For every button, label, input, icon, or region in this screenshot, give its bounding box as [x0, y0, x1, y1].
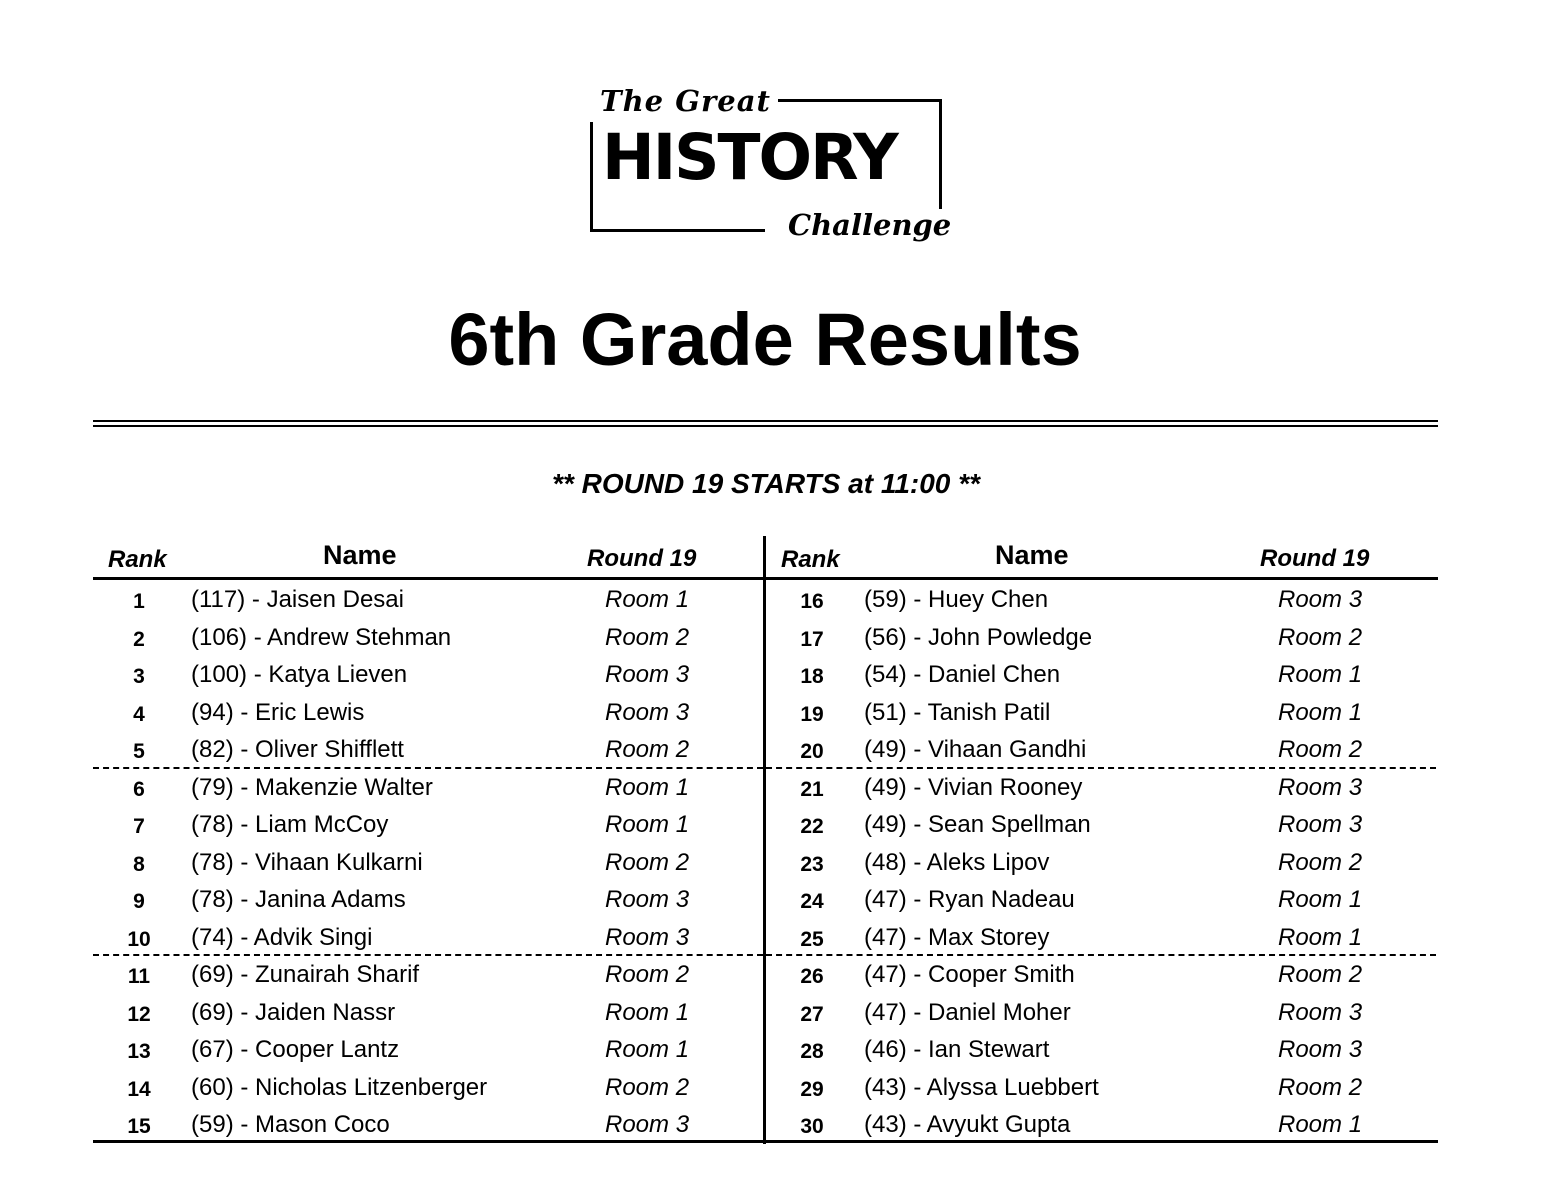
row-name: (78) - Janina Adams [191, 886, 406, 913]
rows-left [93, 581, 763, 1144]
row-rank: 17 [800, 627, 824, 651]
row-room: Room 1 [1278, 1111, 1363, 1138]
logo-frame-right [939, 99, 942, 209]
row-name: (94) - Eric Lewis [191, 698, 365, 726]
row-rank: 11 [127, 965, 151, 988]
row-name: (82) - Oliver Shifflett [191, 736, 404, 763]
row-name: (49) - Vivian Rooney [864, 773, 1083, 801]
row-rank: 27 [800, 1002, 824, 1026]
row-rank: 5 [133, 740, 145, 763]
row-rank: 14 [127, 1077, 151, 1101]
table-row [93, 769, 763, 807]
row-room: Room 3 [1278, 811, 1363, 838]
table-row [766, 619, 1436, 657]
row-room: Room 2 [1278, 961, 1363, 988]
row-rank: 10 [127, 927, 151, 951]
table-row [93, 844, 763, 882]
column-header-right [766, 534, 1436, 578]
row-rank: 7 [133, 815, 145, 838]
table-row [766, 919, 1436, 957]
row-room: Room 1 [605, 773, 690, 801]
row-rank: 24 [800, 890, 824, 913]
table-row [766, 731, 1436, 769]
page-title: 6th Grade Results [448, 298, 1082, 381]
logo-history: HISTORY [602, 121, 897, 194]
row-name: (74) - Advik Singi [191, 923, 373, 951]
row-room: Room 1 [1278, 661, 1363, 688]
round-notice: ** ROUND 19 STARTS at 11:00 ** [552, 468, 980, 499]
row-room: Room 3 [605, 923, 690, 951]
table-row [766, 694, 1436, 732]
row-name: (47) - Max Storey [864, 923, 1050, 951]
row-rank: 19 [800, 702, 824, 726]
row-name: (100) - Katya Lieven [191, 661, 408, 688]
table-row [93, 1069, 763, 1107]
row-name: (117) - Jaisen Desai [191, 586, 404, 613]
row-room: Room 2 [605, 736, 690, 763]
row-rank: 26 [800, 965, 824, 988]
results-table [93, 534, 1438, 1144]
row-room: Room 3 [1278, 586, 1363, 613]
row-rank: 28 [800, 1040, 824, 1063]
row-name: (69) - Jaiden Nassr [191, 998, 396, 1026]
row-name: (49) - Vihaan Gandhi [864, 736, 1087, 763]
row-rank: 2 [133, 627, 145, 651]
column-header-left [93, 534, 763, 578]
row-name: (54) - Daniel Chen [864, 661, 1061, 688]
row-room: Room 3 [605, 1111, 690, 1138]
row-room: Room 1 [1278, 698, 1363, 726]
row-rank: 13 [127, 1040, 151, 1063]
table-row [766, 956, 1436, 994]
title-rule-bottom [93, 425, 1438, 427]
row-rank: 15 [127, 1115, 151, 1138]
row-rank: 9 [133, 890, 145, 913]
row-rank: 4 [133, 702, 145, 726]
row-rank: 23 [800, 852, 824, 876]
row-name: (79) - Makenzie Walter [191, 773, 433, 801]
results-column-right [766, 534, 1436, 1144]
header-name: Name [995, 540, 1069, 570]
row-room: Room 1 [605, 1036, 690, 1063]
table-row [766, 881, 1436, 919]
row-rank: 20 [800, 740, 824, 763]
row-rank: 29 [800, 1077, 824, 1101]
row-rank: 6 [133, 777, 145, 801]
header-rank: Rank [108, 546, 167, 573]
row-name: (56) - John Powledge [864, 623, 1093, 651]
row-rank: 12 [127, 1002, 151, 1026]
logo-frame-bottom [590, 229, 765, 232]
row-room: Room 2 [1278, 623, 1363, 651]
table-row [766, 1106, 1436, 1144]
table-bottom-rule [93, 1140, 1438, 1143]
table-row [93, 994, 763, 1032]
row-rank: 30 [800, 1115, 824, 1138]
row-name: (60) - Nicholas Litzenberger [191, 1073, 488, 1101]
row-name: (43) - Alyssa Luebbert [864, 1073, 1099, 1101]
table-row [93, 956, 763, 994]
row-room: Room 2 [605, 848, 690, 876]
table-row [93, 919, 763, 957]
row-room: Room 1 [605, 811, 690, 838]
row-name: (59) - Huey Chen [864, 586, 1049, 613]
logo [590, 84, 950, 249]
row-room: Room 1 [1278, 886, 1363, 913]
row-room: Room 2 [605, 623, 690, 651]
table-row [93, 694, 763, 732]
table-row [766, 581, 1436, 619]
table-row [766, 1031, 1436, 1069]
row-room: Room 1 [1278, 923, 1363, 951]
row-name: (49) - Sean Spellman [864, 811, 1091, 838]
logo-frame-top [778, 99, 942, 102]
row-name: (47) - Cooper Smith [864, 961, 1075, 988]
row-name: (78) - Vihaan Kulkarni [191, 848, 423, 876]
row-name: (69) - Zunairah Sharif [191, 961, 420, 988]
row-name: (46) - Ian Stewart [864, 1036, 1050, 1063]
row-rank: 16 [800, 590, 824, 613]
row-name: (78) - Liam McCoy [191, 811, 389, 838]
row-name: (106) - Andrew Stehman [191, 623, 452, 651]
header-rank: Rank [781, 546, 840, 573]
table-row [766, 806, 1436, 844]
table-row [766, 656, 1436, 694]
results-column-left [93, 534, 763, 1144]
row-room: Room 2 [1278, 1073, 1363, 1101]
row-room: Room 3 [605, 698, 690, 726]
header-round: Round 19 [587, 545, 697, 572]
row-rank: 3 [133, 665, 145, 688]
row-rank: 25 [800, 927, 824, 951]
row-room: Room 3 [1278, 998, 1363, 1026]
header-rule [93, 577, 1438, 580]
row-name: (47) - Daniel Moher [864, 998, 1071, 1026]
logo-the-great: The Great [600, 84, 771, 118]
row-room: Room 2 [605, 961, 690, 988]
table-row [93, 581, 763, 619]
row-rank: 18 [800, 665, 824, 688]
row-room: Room 3 [605, 886, 690, 913]
row-room: Room 1 [605, 998, 690, 1026]
row-room: Room 1 [605, 586, 690, 613]
row-name: (59) - Mason Coco [191, 1111, 390, 1138]
table-row [93, 731, 763, 769]
header-round: Round 19 [1260, 545, 1370, 572]
table-row [93, 881, 763, 919]
row-rank: 1 [133, 590, 145, 613]
row-name: (51) - Tanish Patil [864, 698, 1051, 726]
table-row [93, 656, 763, 694]
logo-challenge: Challenge [788, 208, 952, 242]
row-room: Room 3 [1278, 1036, 1363, 1063]
row-room: Room 2 [1278, 736, 1363, 763]
row-name: (43) - Avyukt Gupta [864, 1111, 1071, 1138]
row-name: (47) - Ryan Nadeau [864, 886, 1075, 913]
table-row [93, 619, 763, 657]
table-row [766, 769, 1436, 807]
row-room: Room 2 [605, 1073, 690, 1101]
row-rank: 21 [800, 777, 824, 801]
logo-frame-left [590, 122, 593, 232]
rows-right [766, 581, 1436, 1144]
table-row [93, 1106, 763, 1144]
table-row [766, 844, 1436, 882]
row-name: (48) - Aleks Lipov [864, 848, 1050, 876]
row-room: Room 2 [1278, 848, 1363, 876]
row-room: Room 3 [605, 661, 690, 688]
table-row [766, 1069, 1436, 1107]
table-row [766, 994, 1436, 1032]
header-name: Name [323, 540, 397, 570]
table-row [93, 806, 763, 844]
row-room: Room 3 [1278, 773, 1363, 801]
row-rank: 22 [800, 815, 824, 838]
title-rule-top [93, 420, 1438, 422]
table-row [93, 1031, 763, 1069]
row-rank: 8 [133, 852, 145, 876]
row-name: (67) - Cooper Lantz [191, 1036, 400, 1063]
